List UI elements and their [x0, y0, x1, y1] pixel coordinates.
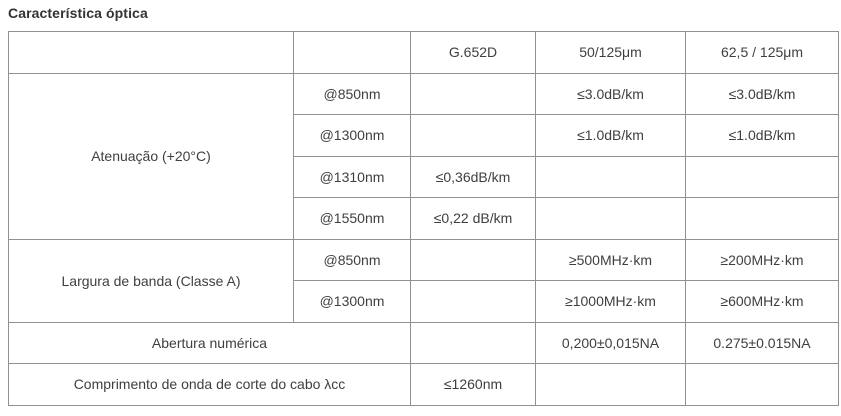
- row-label-atenuacao: Atenuação (+20°C): [9, 73, 294, 239]
- table-row-atenuacao-850: [9, 73, 839, 115]
- cell-62-125-value: ≤3.0dB/km: [686, 73, 839, 115]
- cell-wavelength: @850nm: [294, 73, 411, 115]
- cell-50-125-value: [536, 156, 686, 198]
- cell-wavelength: @850nm: [294, 239, 411, 281]
- cell-g652d-value: [411, 239, 536, 281]
- cell-g652d-value: [411, 115, 536, 157]
- optical-characteristics-table: [8, 31, 839, 406]
- cell-wavelength: @1310nm: [294, 156, 411, 198]
- header-cell-50-125um: 50/125μm: [536, 32, 686, 74]
- cell-g652d-value: ≤0,22 dB/km: [411, 198, 536, 240]
- cell-62-125-value: [686, 156, 839, 198]
- row-label-largura-de-banda: Largura de banda (Classe A): [9, 239, 294, 322]
- header-cell-g652d: G.652D: [411, 32, 536, 74]
- cell-62-125-value: ≥600MHz·km: [686, 281, 839, 323]
- cell-62-125-value: [686, 364, 839, 406]
- header-cell-param-empty: [9, 32, 294, 74]
- cell-62-125-value: ≥200MHz·km: [686, 239, 839, 281]
- cell-50-125-value: [536, 198, 686, 240]
- cell-62-125-value: 0.275±0.015NA: [686, 322, 839, 364]
- row-label-abertura-numerica: Abertura numérica: [9, 322, 411, 364]
- cell-50-125-value: ≤3.0dB/km: [536, 73, 686, 115]
- cell-g652d-value: ≤0,36dB/km: [411, 156, 536, 198]
- cell-wavelength: @1300nm: [294, 115, 411, 157]
- cell-50-125-value: 0,200±0,015NA: [536, 322, 686, 364]
- cell-62-125-value: [686, 198, 839, 240]
- header-cell-sub-empty: [294, 32, 411, 74]
- cell-62-125-value: ≤1.0dB/km: [686, 115, 839, 157]
- header-cell-62-5-125um: 62,5 / 125μm: [686, 32, 839, 74]
- page-title: Característica óptica: [8, 5, 148, 21]
- cell-wavelength: @1550nm: [294, 198, 411, 240]
- cell-g652d-value: [411, 281, 536, 323]
- cell-g652d-value: ≤1260nm: [411, 364, 536, 406]
- cell-g652d-value: [411, 73, 536, 115]
- cell-50-125-value: [536, 364, 686, 406]
- table-row-largura-850: [9, 239, 839, 281]
- table-row-abertura: [9, 322, 839, 364]
- header-row: [9, 32, 839, 74]
- cell-50-125-value: ≥500MHz·km: [536, 239, 686, 281]
- cell-wavelength: @1300nm: [294, 281, 411, 323]
- cell-g652d-value: [411, 322, 536, 364]
- table-row-comprimento: [9, 364, 839, 406]
- row-label-comprimento-de-onda: Comprimento de onda de corte do cabo λcc: [9, 364, 411, 406]
- cell-50-125-value: ≥1000MHz·km: [536, 281, 686, 323]
- cell-50-125-value: ≤1.0dB/km: [536, 115, 686, 157]
